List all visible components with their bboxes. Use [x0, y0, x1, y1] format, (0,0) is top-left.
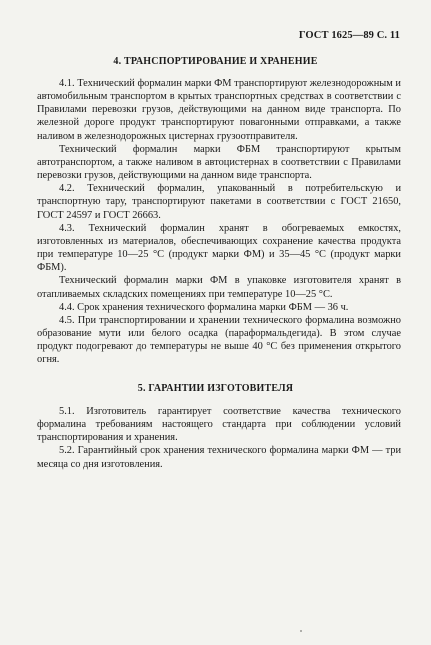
section-4-body	[37, 77, 401, 366]
paragraph-4-3-fm: Технический формалин марки ФМ в упаковке изготовителя хранят в отапливаемых складских помещениях при температуре 10—25 °С.	[37, 275, 401, 300]
section-5-body	[37, 405, 401, 471]
paragraph-4-4: 4.4. Срок хранения технического формалина марки ФБМ — 36 ч.	[59, 301, 349, 313]
paragraph-5-2: 5.2. Гарантийный срок хранения технического формалина марки ФМ — три месяца со дня изготовления.	[37, 445, 401, 470]
paragraph-5-1: 5.1. Изготовитель гарантирует соответствие качества технического формалина требованиям настоящего стандарта при соблюдении условий транспортирования и хранения.	[37, 406, 401, 444]
paragraph-4-3: 4.3. Технический формалин хранят в обогреваемых емкостях, изготовленных из материалов, обеспечивающих сохранение качества продукта при температуре 10—25 °С (продукт марки ФМ) и 35—45 °С (продукт марки ФБМ).	[37, 222, 401, 274]
paragraph-4-1-fbm: Технический формалин марки ФБМ транспортируют крытым автотранспортом, а также наливом в автоцистернах в соответствии с Правилами перевозки грузов, действующими на данном виде транспорта.	[37, 143, 401, 182]
section-5-title: 5. ГАРАНТИИ ИЗГОТОВИТЕЛЯ	[137, 383, 294, 394]
paragraph-4-5: 4.5. При транспортировании и хранении технического формалина возможно образование мути или белого осадка (параформальдегида). В этом случае продукт подогревают до температуры не выше 40 °С без применения открытого огня.	[37, 314, 401, 366]
section-4-title: 4. ТРАНСПОРТИРОВАНИЕ И ХРАНЕНИЕ	[113, 56, 318, 67]
running-head: ГОСТ 1625—89 С. 11	[298, 30, 400, 41]
scan-speck	[300, 630, 302, 632]
paragraph-4-1: 4.1. Технический формалин марки ФМ транспортируют железнодорожным и автомобильным транспортом в крытых транспортных средствах в соответствии с Правилами перевозки грузов, действующими на данном виде транспорта. По железной дороге продукт транспортируют повагонными отправками, а также наливом в железнодорожных цистернах грузоотправителя.	[37, 78, 401, 142]
paragraph-4-2: 4.2. Технический формалин, упакованный в потребительскую и транспортную тару, транспортируют пакетами в соответствии с ГОСТ 21650, ГОСТ 24597 и ГОСТ 26663.	[37, 183, 401, 221]
